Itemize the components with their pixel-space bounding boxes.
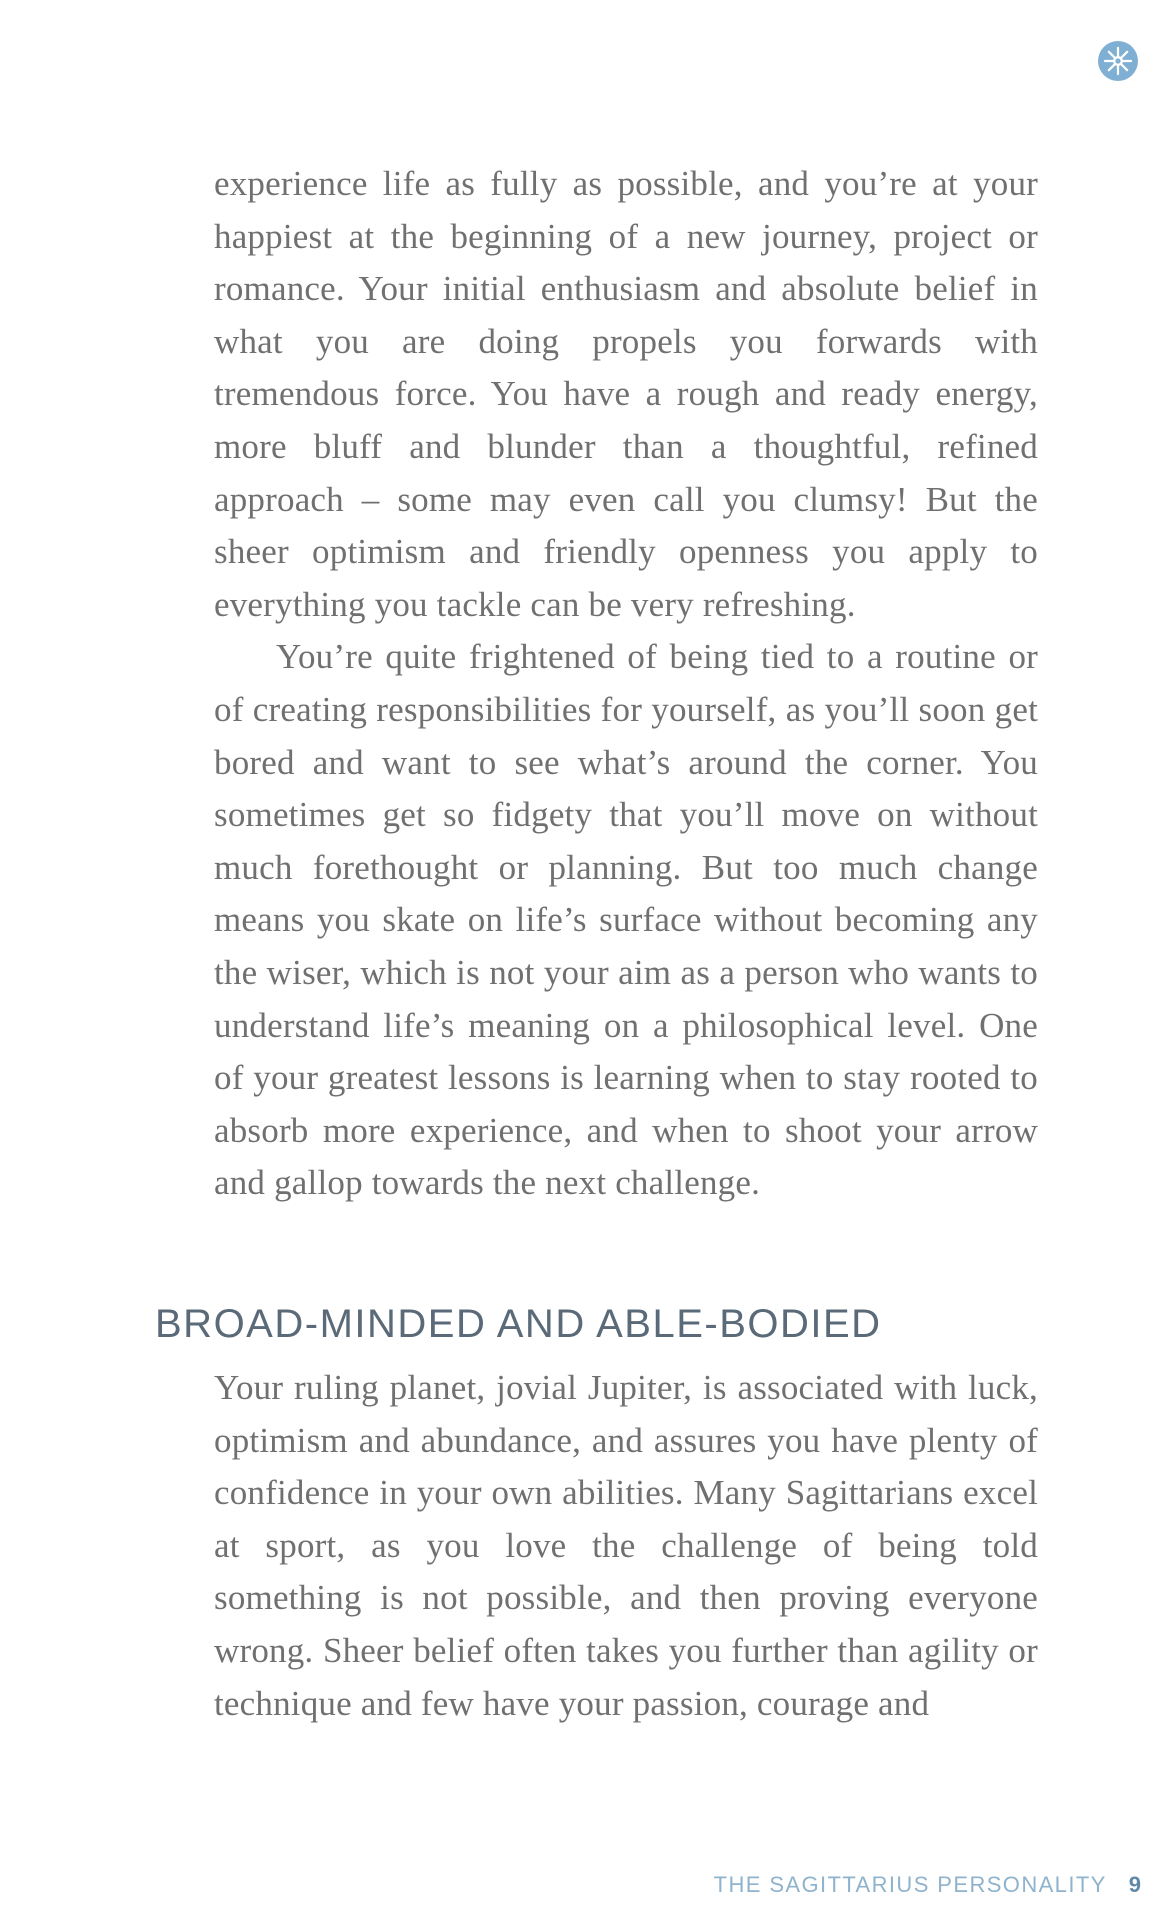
running-title: THE SAGITTARIUS PERSONALITY: [713, 1872, 1107, 1897]
paragraph: Your ruling planet, jovial Jupiter, is associated with luck, optimism and abundance, and assures you have plenty of confidence in your own abilities. Many Sagittarians excel at sport, as you love the challenge of being told something is not possible, and then proving everyone wrong. Sheer belief often takes you further than agility or technique and few have your passion, courage and: [214, 1368, 1038, 1723]
section-heading: BROAD-MINDED AND ABLE-BODIED: [155, 1302, 882, 1346]
page-number: 9: [1128, 1872, 1141, 1897]
body-text: [214, 158, 1038, 1210]
paragraph: You’re quite frightened of being tied to a routine or of creating responsibilities for yourself, as you’ll soon get bored and want to see what’s around the corner. You sometimes get so fidgety that you’ll move on without much forethought or planning. But too much change means you skate on life’s surface without becoming any the wiser, which is not your aim as a person who wants to understand life’s meaning on a philosophical level. One of your greatest lessons is learning when to stay rooted to absorb more experience, and when to shoot your arrow and gallop towards the next challenge.: [214, 637, 1038, 1203]
section-body: [214, 1362, 1038, 1730]
sun-star-icon: [1097, 40, 1139, 82]
paragraph: experience life as fully as possible, and you’re at your happiest at the beginning of a new journey, project or romance. Your initial enthusiasm and absolute belief in what you are doing propels you forwards with tremendous force. You have a rough and ready energy, more bluff and blunder than a thoughtful, refined approach – some may even call you clumsy! But the sheer optimism and friendly openness you apply to everything you tackle can be very refreshing.: [214, 164, 1038, 624]
page-footer: [714, 1872, 1141, 1898]
